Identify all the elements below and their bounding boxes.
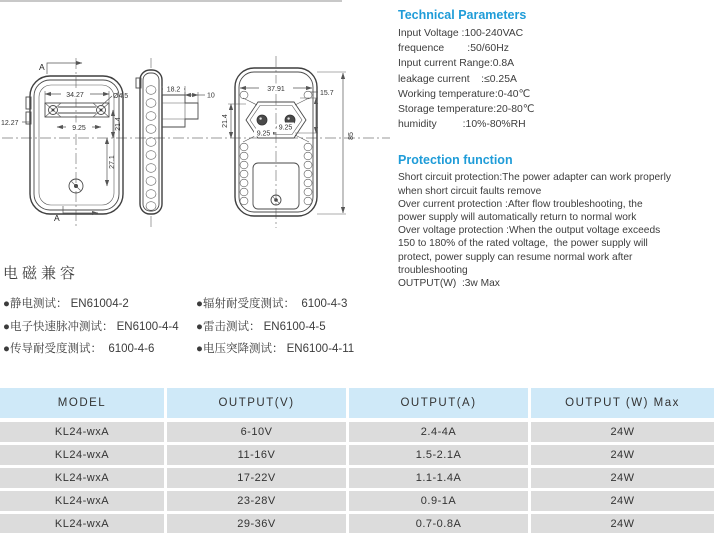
table-cell: 11-16V	[167, 445, 346, 465]
parameter-line: Input current Range:0.8A	[398, 58, 515, 70]
table-cell: 17-22V	[167, 468, 346, 488]
emc-test-item: ●辐射耐受度测试： 6100-4-3	[196, 298, 348, 310]
table-row	[0, 445, 714, 465]
dim-label-pin-height: 15.7	[320, 90, 334, 97]
dim-label-plug-height: 85	[348, 132, 355, 140]
table-header-row	[0, 388, 714, 418]
parameter-line: humidity :10%-80%RH	[398, 119, 526, 131]
parameter-line: Input Voltage :100-240VAC	[398, 28, 524, 39]
emc-test-item: ●传导耐受度测试： 6100-4-6	[3, 343, 155, 355]
emc-test-item: ●雷击测试： EN6100-4-5	[196, 320, 326, 333]
parameter-line: leakage current :≤0.25A	[398, 73, 517, 85]
protection-line: protect, power supply can resume normal work after	[398, 251, 633, 263]
protection-line: Short circuit protection:The power adapter can work properly	[398, 172, 671, 184]
emc-test-item: ●电压突降测试： EN6100-4-11	[196, 343, 355, 355]
dim-label-pitch1: 9.25	[278, 124, 293, 132]
output-spec-table	[0, 388, 714, 533]
dim-label-front-v1: 21.4	[115, 117, 122, 131]
table-header-cell: MODEL	[0, 388, 164, 418]
dim-label-front-offset: 12.27	[1, 120, 19, 127]
section-marker-a-top: A	[39, 62, 45, 72]
emc-left-column	[3, 293, 196, 361]
parameter-line: frequence :50/60Hz	[398, 43, 509, 55]
table-cell: 1.5-2.1A	[349, 445, 528, 465]
table-cell: 0.7-0.8A	[349, 514, 528, 533]
table-cell: 6-10V	[167, 422, 346, 442]
emc-section	[3, 262, 395, 361]
emc-title: 电磁兼容	[3, 265, 80, 282]
table-cell: 23-28V	[167, 491, 346, 511]
table-row	[0, 422, 714, 442]
table-cell: 29-36V	[167, 514, 346, 533]
emc-test-item: ●静电测试： EN61004-2	[3, 298, 129, 310]
protection-line: troubleshooting	[398, 264, 468, 276]
parameter-line: Storage temperature:20-80℃	[398, 104, 535, 116]
table-cell: 24W	[531, 491, 714, 511]
emc-right-column	[196, 293, 354, 361]
table-cell: KL24-wxA	[0, 491, 164, 511]
table-cell: 24W	[531, 468, 714, 488]
technical-drawings	[0, 0, 398, 250]
right-column	[398, 8, 714, 290]
technical-parameters-title: Technical Parameters	[398, 8, 527, 22]
table-cell: 24W	[531, 422, 714, 442]
protection-line: Over voltage protection :When the output voltage exceeds	[398, 225, 661, 237]
table-row	[0, 514, 714, 533]
technical-parameters-section	[398, 8, 714, 132]
protection-function-section	[398, 153, 714, 290]
table-header-cell: OUTPUT(V)	[167, 388, 346, 418]
table-cell: KL24-wxA	[0, 445, 164, 465]
protection-line: power supply will automatically return to normal work	[398, 212, 637, 224]
table-header-cell: OUTPUT (W) Max	[531, 388, 714, 418]
table-cell: 24W	[531, 445, 714, 465]
protection-line: Over current protection :After flow troubleshooting, the	[398, 198, 643, 210]
dim-label-pin-length: 10	[207, 92, 215, 100]
dim-label-plug-left-v: 21.4	[222, 114, 229, 128]
dim-label-front-width: 34.27	[66, 92, 84, 99]
table-cell: KL24-wxA	[0, 468, 164, 488]
table-row	[0, 491, 714, 511]
table-cell: KL24-wxA	[0, 514, 164, 533]
dim-label-plug-width: 37.91	[267, 86, 285, 93]
table-header-cell: OUTPUT(A)	[349, 388, 528, 418]
plug-view-drawing	[222, 56, 355, 228]
table-cell: KL24-wxA	[0, 422, 164, 442]
dim-label-front-v2: 27.1	[109, 155, 116, 169]
dim-label-hole-diameter: Ø4.5	[113, 93, 129, 100]
parameter-line: Working temperature:0-40℃	[398, 88, 531, 100]
front-view-drawing	[1, 58, 128, 226]
section-marker-a-bottom: A	[54, 213, 60, 223]
emc-test-item: ●电子快速脉冲测试： EN6100-4-4	[3, 320, 179, 333]
protection-function-title: Protection function	[398, 153, 513, 168]
dim-label-front-slot: 9.25	[72, 125, 86, 132]
plug-pin-left	[257, 115, 267, 125]
table-cell: 0.9-1A	[349, 491, 528, 511]
dim-label-pitch2: 9.25	[256, 130, 271, 138]
protection-line: OUTPUT(W) :3w Max	[398, 278, 500, 290]
table-cell: 24W	[531, 514, 714, 533]
protection-line: 150 to 180% of the rated voltage, the power supply will	[398, 238, 648, 250]
dim-label-side-depth: 18.2	[166, 86, 181, 94]
table-cell: 1.1-1.4A	[349, 468, 528, 488]
table-row	[0, 468, 714, 488]
table-cell: 2.4-4A	[349, 422, 528, 442]
protection-line: when short circuit faults remove	[398, 185, 542, 197]
side-view-drawing	[136, 58, 215, 228]
